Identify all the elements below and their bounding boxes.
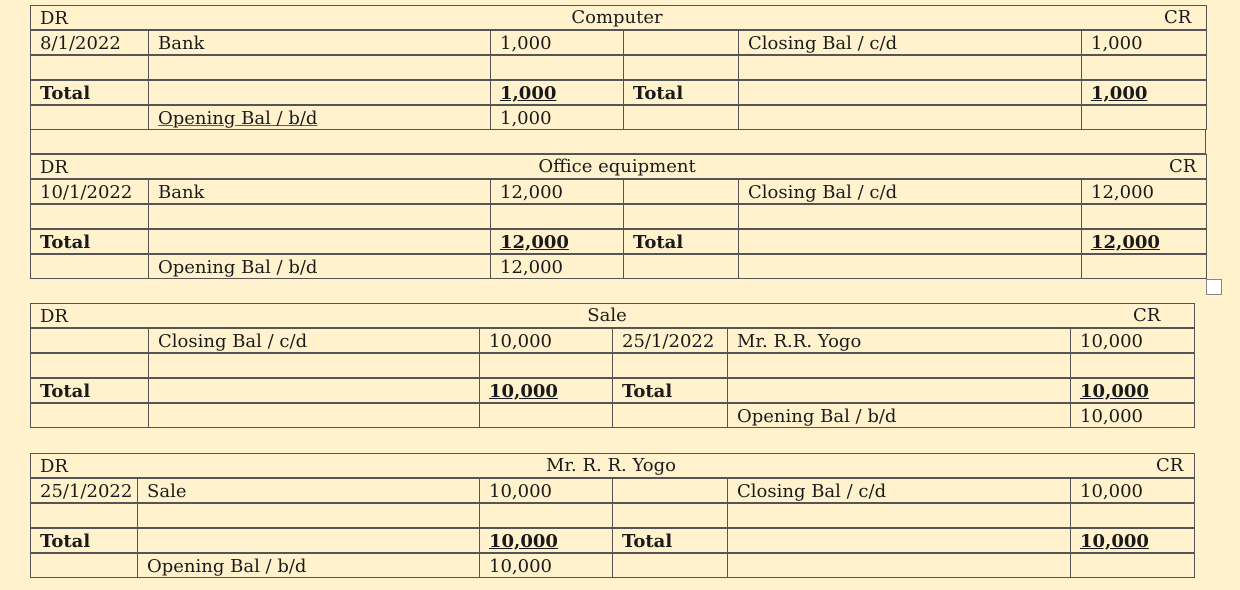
entry-row	[30, 328, 1194, 353]
cr-amount-cell: 12,000	[1082, 179, 1207, 204]
opening-row	[30, 553, 1194, 578]
dr-label: DR	[40, 8, 68, 29]
cr-amount-cell: 1,000	[1082, 30, 1207, 55]
cr-date-cell: 25/1/2022	[613, 328, 728, 353]
dr-label: DR	[40, 157, 68, 178]
entry-row	[30, 30, 1206, 55]
total-row	[30, 528, 1194, 553]
cr-amount-cell: 10,000	[1071, 328, 1195, 353]
opening-particular: Opening Bal / b/d	[138, 553, 480, 578]
amount-cell: 10,000	[480, 328, 613, 353]
opening-particular: Opening Bal / b/d	[149, 254, 491, 279]
blank-row	[30, 353, 1194, 378]
date-cell: 8/1/2022	[31, 30, 149, 55]
ledger-header	[30, 154, 1206, 179]
opening-row	[30, 105, 1206, 130]
total-amount: 10,000	[489, 531, 558, 552]
total-label: Total	[31, 229, 149, 254]
ledger-title: Office equipment	[538, 156, 696, 177]
cr-particular-cell: Closing Bal / c/d	[739, 30, 1082, 55]
ledger-header	[30, 303, 1194, 328]
blank-row	[30, 204, 1206, 229]
date-cell: 10/1/2022	[31, 179, 149, 204]
cr-total-amount: 12,000	[1091, 232, 1160, 253]
total-row	[30, 229, 1206, 254]
cr-total-amount: 10,000	[1080, 381, 1149, 402]
opening-amount: 12,000	[491, 254, 624, 279]
amount-cell: 12,000	[491, 179, 624, 204]
ledger-title: Mr. R. R. Yogo	[545, 455, 677, 476]
opening-amount: 1,000	[491, 105, 624, 130]
cr-total-amount: 1,000	[1091, 83, 1148, 104]
date-cell: 25/1/2022	[31, 478, 138, 503]
cr-label: CR	[1133, 305, 1161, 326]
checkbox[interactable]	[1206, 279, 1222, 295]
cr-label: CR	[1169, 156, 1197, 177]
blank-row	[30, 503, 1194, 528]
particular-cell: Sale	[138, 478, 480, 503]
cr-total-amount: 10,000	[1080, 531, 1149, 552]
cr-particular-cell: Closing Bal / c/d	[728, 478, 1071, 503]
ledger-title: Sale	[587, 305, 627, 326]
total-label: Total	[31, 378, 149, 403]
cr-label: CR	[1156, 455, 1184, 476]
entry-row	[30, 179, 1206, 204]
ledger-header	[30, 5, 1206, 30]
cr-date-cell	[624, 30, 739, 55]
ledger-title: Computer	[571, 7, 663, 28]
total-label: Total	[31, 528, 138, 553]
particular-cell: Bank	[149, 179, 491, 204]
opening-particular: Opening Bal / b/d	[158, 108, 318, 129]
opening-particular: Opening Bal / b/d	[728, 403, 1071, 428]
dr-label: DR	[40, 306, 68, 327]
cr-particular-cell: Mr. R.R. Yogo	[728, 328, 1071, 353]
opening-row	[30, 254, 1206, 279]
entry-row	[30, 478, 1194, 503]
cr-label: CR	[1164, 7, 1192, 28]
cr-total-label: Total	[624, 80, 739, 105]
particular-cell: Bank	[149, 30, 491, 55]
total-amount: 10,000	[489, 381, 558, 402]
separator-row	[30, 129, 1206, 154]
amount-cell: 10,000	[480, 478, 613, 503]
amount-cell: 1,000	[491, 30, 624, 55]
opening-row	[30, 403, 1194, 428]
ledger-header	[30, 453, 1194, 478]
dr-label: DR	[40, 456, 68, 477]
cr-total-label: Total	[613, 378, 728, 403]
cr-total-label: Total	[624, 229, 739, 254]
total-row	[30, 378, 1194, 403]
total-row	[30, 80, 1206, 105]
total-amount: 1,000	[500, 83, 557, 104]
blank-row	[30, 55, 1206, 80]
opening-amount: 10,000	[1071, 403, 1195, 428]
total-amount: 12,000	[500, 232, 569, 253]
total-label: Total	[31, 80, 149, 105]
cr-amount-cell: 10,000	[1071, 478, 1195, 503]
particular-cell: Closing Bal / c/d	[149, 328, 480, 353]
cr-particular-cell: Closing Bal / c/d	[739, 179, 1082, 204]
opening-amount: 10,000	[480, 553, 613, 578]
cr-total-label: Total	[613, 528, 728, 553]
